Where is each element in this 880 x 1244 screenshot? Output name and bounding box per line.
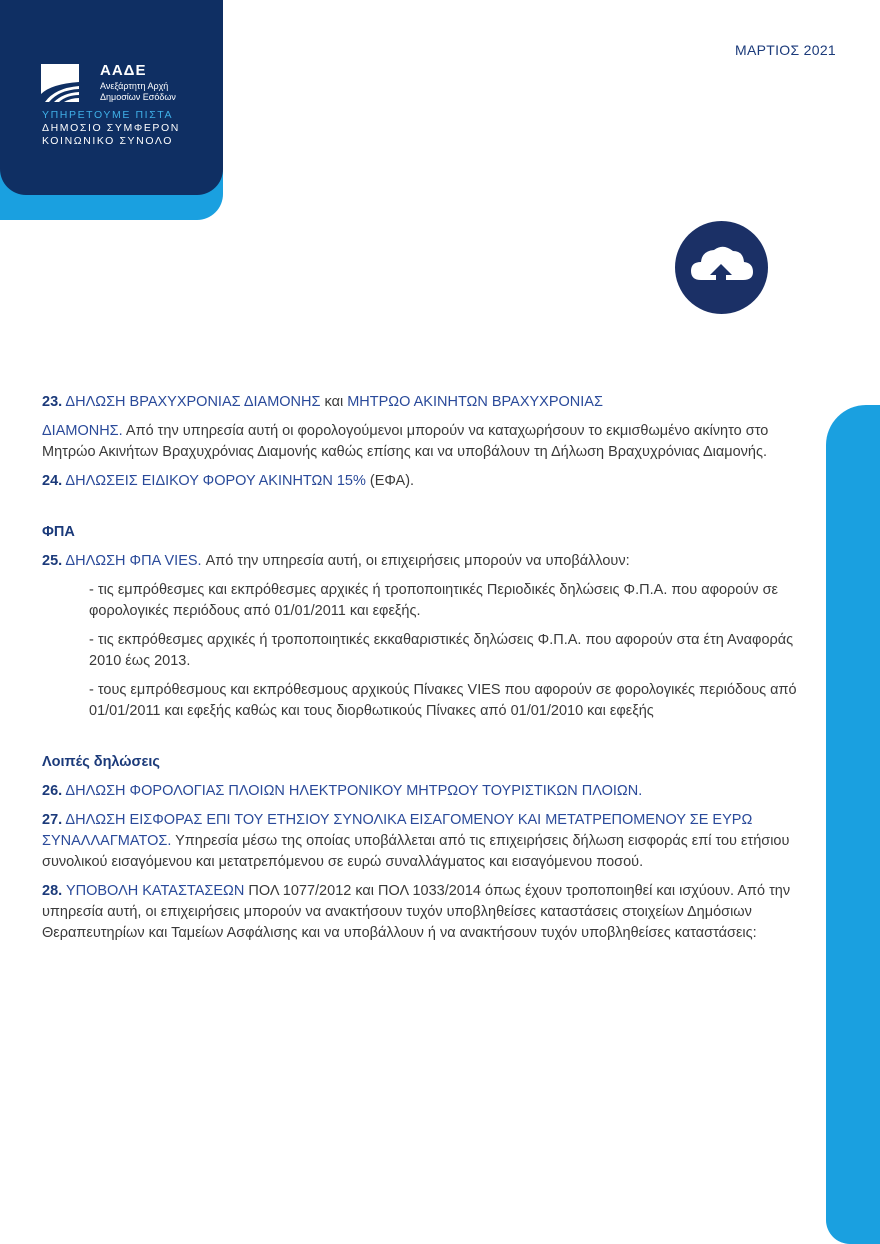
connector-text: και [320,394,348,410]
item-number: 27. [42,812,63,828]
item-25 [42,551,810,572]
link-short-stay-registry-cont[interactable]: ΔΙΑΜΟΝΗΣ. [42,423,123,439]
link-short-stay-registry[interactable]: ΜΗΤΡΩΟ ΑΚΙΝΗΤΩΝ ΒΡΑΧΥΧΡΟΝΙΑΣ [347,394,603,410]
item-23-body [42,421,810,463]
logo-subtitle-1: Ανεξάρτητη Αρχή [100,81,169,91]
item-number: 28. [42,883,63,899]
item-25-bullet: - τους εμπρόθεσμους και εκπρόθεσμους αρχικούς Πίνακες VIES που αφορούν σε φορολογικές περιόδους από 01/01/2011 και εφεξής καθώς και τους διορθωτικούς Πίνακες από 01/01/2010 και εφεξής [89,682,797,719]
section-heading-other: Λοιπές δηλώσεις [42,754,160,770]
motto-line-3: ΚΟΙΝΩΝΙΚΟ ΣΥΝΟΛΟ [42,135,174,147]
item-28-text: ΠΟΛ 1077/2012 και ΠΟΛ 1033/2014 όπως έχουν τροποποιηθεί και ισχύουν. Από την υπηρεσία αυτή, οι επιχειρήσεις μπορούν να ανακτήσουν τυχόν υποβληθείσες καταστάσεις στοιχείων Δημόσιων Θεραπευτηρίων και Ταμείων Ασφάλισης και να υποβάλλουν ή να ανακτήσουν τυχόν υποβληθείσες καταστάσεις: [42,883,791,941]
item-24 [42,471,810,492]
cloud-badge [675,221,768,314]
side-accent-bar [826,405,880,1244]
item-number: 26. [42,783,63,799]
item-26 [42,781,810,802]
item-number: 24. [42,473,63,489]
item-27 [42,810,810,873]
item-25-text: Από την υπηρεσία αυτή, οι επιχειρήσεις μπορούν να υποβάλλουν: [201,553,630,569]
motto-line-2: ΔΗΜΟΣΙΟ ΣΥΜΦΕΡΟΝ [42,122,180,134]
document-date: ΜΑΡΤΙΟΣ 2021 [735,42,836,58]
link-currency-contribution[interactable]: ΔΗΛΩΣΗ ΕΙΣΦΟΡΑΣ ΕΠΙ ΤΟΥ ΕΤΗΣΙΟΥ ΣΥΝΟΛΙΚΑ ΕΙΣΑΓΟΜΕΝΟΥ ΚΑΙ ΜΕΤΑΤΡΕΠΟΜΕΝΟΥ ΣΕ ΕΥΡΩ ΣΥΝΑΛΛΑΓΜΑΤΟΣ. [42,812,753,849]
link-ship-tax-declaration[interactable]: ΔΗΛΩΣΗ ΦΟΡΟΛΟΓΙΑΣ ΠΛΟΙΩΝ ΗΛΕΚΤΡΟΝΙΚΟΥ ΜΗΤΡΩΟΥ ΤΟΥΡΙΣΤΙΚΩΝ ΠΛΟΙΩΝ. [65,783,643,799]
item-number: 23. [42,394,63,410]
item-23-heading [42,392,810,413]
item-28 [42,881,810,944]
cloud-upload-icon [675,221,768,314]
item-25-bullet: - τις εμπρόθεσμες και εκπρόθεσμες αρχικές ή τροποποιητικές Περιοδικές δηλώσεις Φ.Π.Α. που αφορούν σε φορολογικές περιόδους από 01/01/2011 και εφεξής. [89,582,778,619]
item-25-bullet: - τις εκπρόθεσμες αρχικές ή τροποποιητικές εκκαθαριστικές δηλώσεις Φ.Π.Α. που αφορούν στα έτη Αναφοράς 2010 έως 2013. [89,632,794,669]
logo-title: ΑΑΔΕ [100,62,147,79]
item-23-text: Από την υπηρεσία αυτή οι φορολογούμενοι μπορούν να καταχωρήσουν το εκμισθωμένο ακίνητο στο Μητρώο Ακινήτων Βραχυχρόνιας Διαμονής καθώς επίσης και να υποβάλουν τη Δήλωση Βραχυχρόνιας Διαμονής. [42,423,769,460]
link-short-stay-declaration[interactable]: ΔΗΛΩΣΗ ΒΡΑΧΥΧΡΟΝΙΑΣ ΔΙΑΜΟΝΗΣ [65,394,321,410]
logo-subtitle-2: Δημοσίων Εσόδων [100,92,176,102]
link-submit-statements[interactable]: ΥΠΟΒΟΛΗ ΚΑΤΑΣΤΑΣΕΩΝ [65,883,245,899]
item-number: 25. [42,553,63,569]
document-body [42,392,810,952]
link-vat-vies[interactable]: ΔΗΛΩΣΗ ΦΠΑ VIES. [65,553,202,569]
link-special-property-tax[interactable]: ΔΗΛΩΣΕΙΣ ΕΙΔΙΚΟΥ ΦΟΡΟΥ ΑΚΙΝΗΤΩΝ 15% [65,473,366,489]
aade-logo-icon [41,64,79,102]
item-24-text: (ΕΦΑ). [365,473,415,489]
header-badge [0,0,223,195]
section-heading-fpa: ΦΠΑ [42,524,75,540]
item-27-text: Υπηρεσία μέσω της οποίας υποβάλλεται από τις επιχειρήσεις δήλωση εισφοράς επί του ετήσιου συνολικού εισαγόμενου και μετατρεπόμενου σε ευρώ συναλλάγματος και εισαγόμενου ποσού. [42,833,790,870]
motto-line-1: ΥΠΗΡΕΤΟΥΜΕ ΠΙΣΤΑ [42,109,174,121]
